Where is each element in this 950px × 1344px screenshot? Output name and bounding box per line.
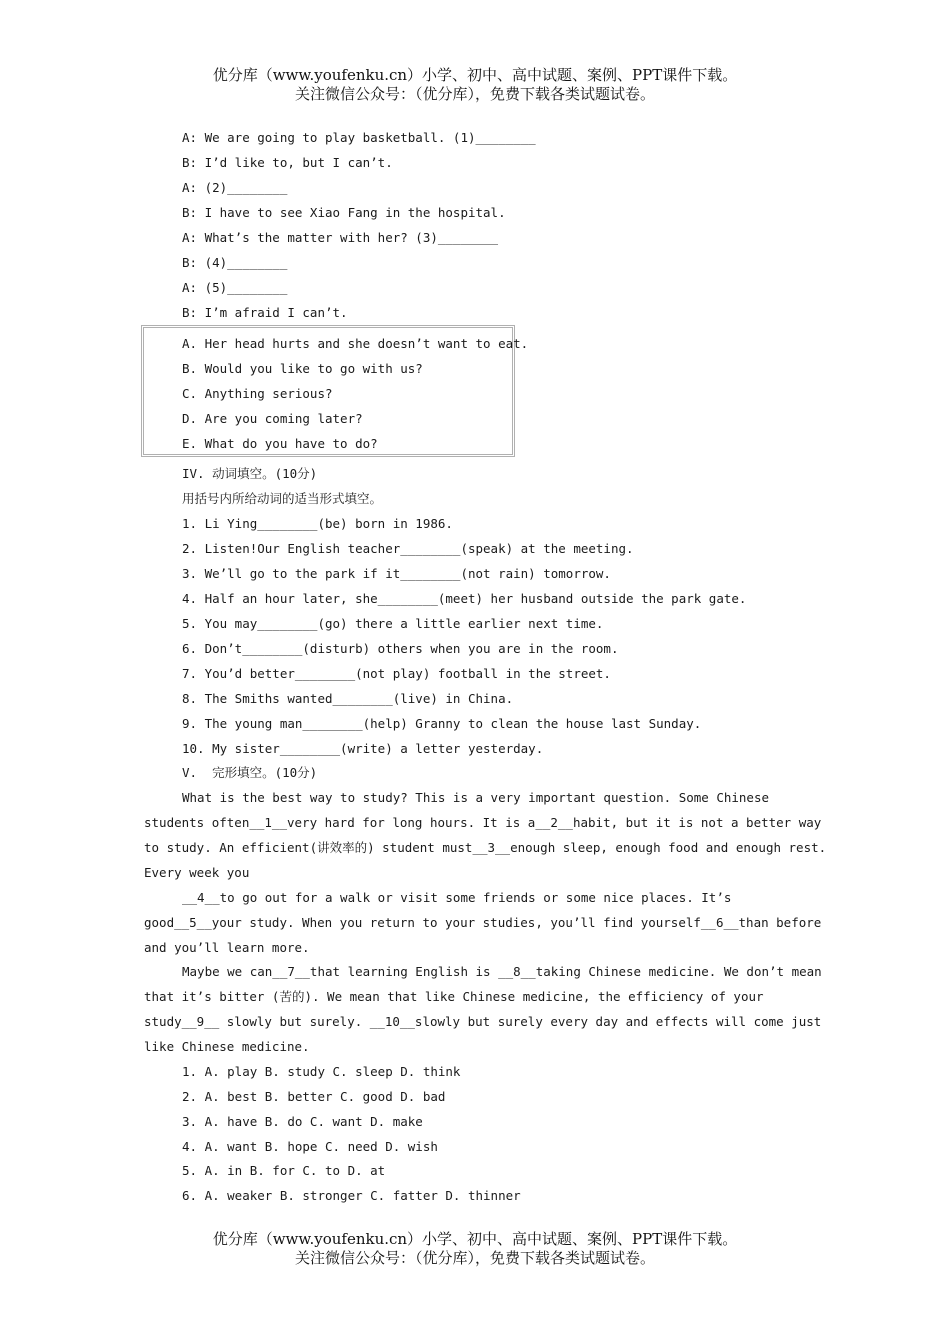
verb-item: 9. The young man________(help) Granny to clean the house last Sunday.	[182, 716, 702, 731]
dialogue-line: A: (2)________	[182, 180, 288, 195]
section-5-title: V. 完形填空。(10分)	[182, 765, 318, 780]
choice-item: 5. A. in B. for C. to D. at	[182, 1163, 386, 1178]
verb-item: 7. You’d better________(not play) football in the street.	[182, 666, 611, 681]
dialogue-line: B: I’d like to, but I can’t.	[182, 155, 393, 170]
passage-line: study__9__ slowly but surely. __10__slowly but surely every day and effects will come just	[144, 1014, 822, 1029]
dialogue-line: A: What’s the matter with her? (3)________	[182, 230, 499, 245]
page-header	[0, 66, 950, 104]
option-item: D. Are you coming later?	[182, 411, 363, 426]
verb-item: 1. Li Ying________(be) born in 1986.	[182, 516, 453, 531]
passage-line: students often__1__very hard for long hours. It is a__2__habit, but it is not a better way	[144, 815, 822, 830]
passage-line: What is the best way to study? This is a very important question. Some Chinese	[182, 790, 769, 805]
verb-item: 4. Half an hour later, she________(meet) her husband outside the park gate.	[182, 591, 747, 606]
option-item: A. Her head hurts and she doesn’t want to eat.	[182, 336, 529, 351]
section-4-title: IV. 动词填空。(10分)	[182, 466, 318, 481]
passage-line: that it’s bitter (苦的). We mean that like Chinese medicine, the efficiency of your	[144, 989, 764, 1004]
choice-item: 2. A. best B. better C. good D. bad	[182, 1089, 446, 1104]
footer-line-1: 优分库（www.youfenku.cn）小学、初中、高中试题、案例、PPT课件下载。	[212, 1230, 738, 1248]
choice-item: 1. A. play B. study C. sleep D. think	[182, 1064, 461, 1079]
footer-line-2: 关注微信公众号：（优分库），免费下载各类试题试卷。	[294, 1249, 655, 1267]
dialogue-line: A: (5)________	[182, 280, 288, 295]
verb-item: 10. My sister________(write) a letter yesterday.	[182, 741, 544, 756]
header-line-1: 优分库（www.youfenku.cn）小学、初中、高中试题、案例、PPT课件下载。	[212, 66, 738, 84]
verb-item: 2. Listen!Our English teacher________(speak) at the meeting.	[182, 541, 634, 556]
dialogue-line: B: (4)________	[182, 255, 288, 270]
passage-line: to study. An efficient(讲效率的) student must__3__enough sleep, enough food and enough rest.	[144, 840, 827, 855]
option-item: E. What do you have to do?	[182, 436, 378, 451]
passage-line: good__5__your study. When you return to your studies, you’ll find yourself__6__than before	[144, 915, 822, 930]
verb-item: 5. You may________(go) there a little earlier next time.	[182, 616, 604, 631]
passage-line: and you’ll learn more.	[144, 940, 310, 955]
choice-item: 4. A. want B. hope C. need D. wish	[182, 1139, 438, 1154]
verb-item: 3. We’ll go to the park if it________(not rain) tomorrow.	[182, 566, 611, 581]
page-footer	[0, 1230, 950, 1268]
passage-line: like Chinese medicine.	[144, 1039, 310, 1054]
passage-line: Every week you	[144, 865, 250, 880]
section-4-instruction: 用括号内所给动词的适当形式填空。	[182, 491, 383, 506]
verb-item: 8. The Smiths wanted________(live) in China.	[182, 691, 514, 706]
option-item: C. Anything serious?	[182, 386, 333, 401]
dialogue-line: B: I have to see Xiao Fang in the hospital.	[182, 205, 506, 220]
header-line-2: 关注微信公众号：（优分库），免费下载各类试题试卷。	[294, 85, 655, 103]
passage-line: Maybe we can__7__that learning English is __8__taking Chinese medicine. We don’t mean	[182, 964, 822, 979]
passage-line: __4__to go out for a walk or visit some friends or some nice places. It’s	[182, 890, 732, 905]
choice-item: 6. A. weaker B. stronger C. fatter D. thinner	[182, 1188, 521, 1203]
dialogue-line: B: I’m afraid I can’t.	[182, 305, 348, 320]
choice-item: 3. A. have B. do C. want D. make	[182, 1114, 423, 1129]
dialogue-line: A: We are going to play basketball. (1)________	[182, 130, 536, 145]
verb-item: 6. Don’t________(disturb) others when you are in the room.	[182, 641, 619, 656]
option-item: B. Would you like to go with us?	[182, 361, 423, 376]
